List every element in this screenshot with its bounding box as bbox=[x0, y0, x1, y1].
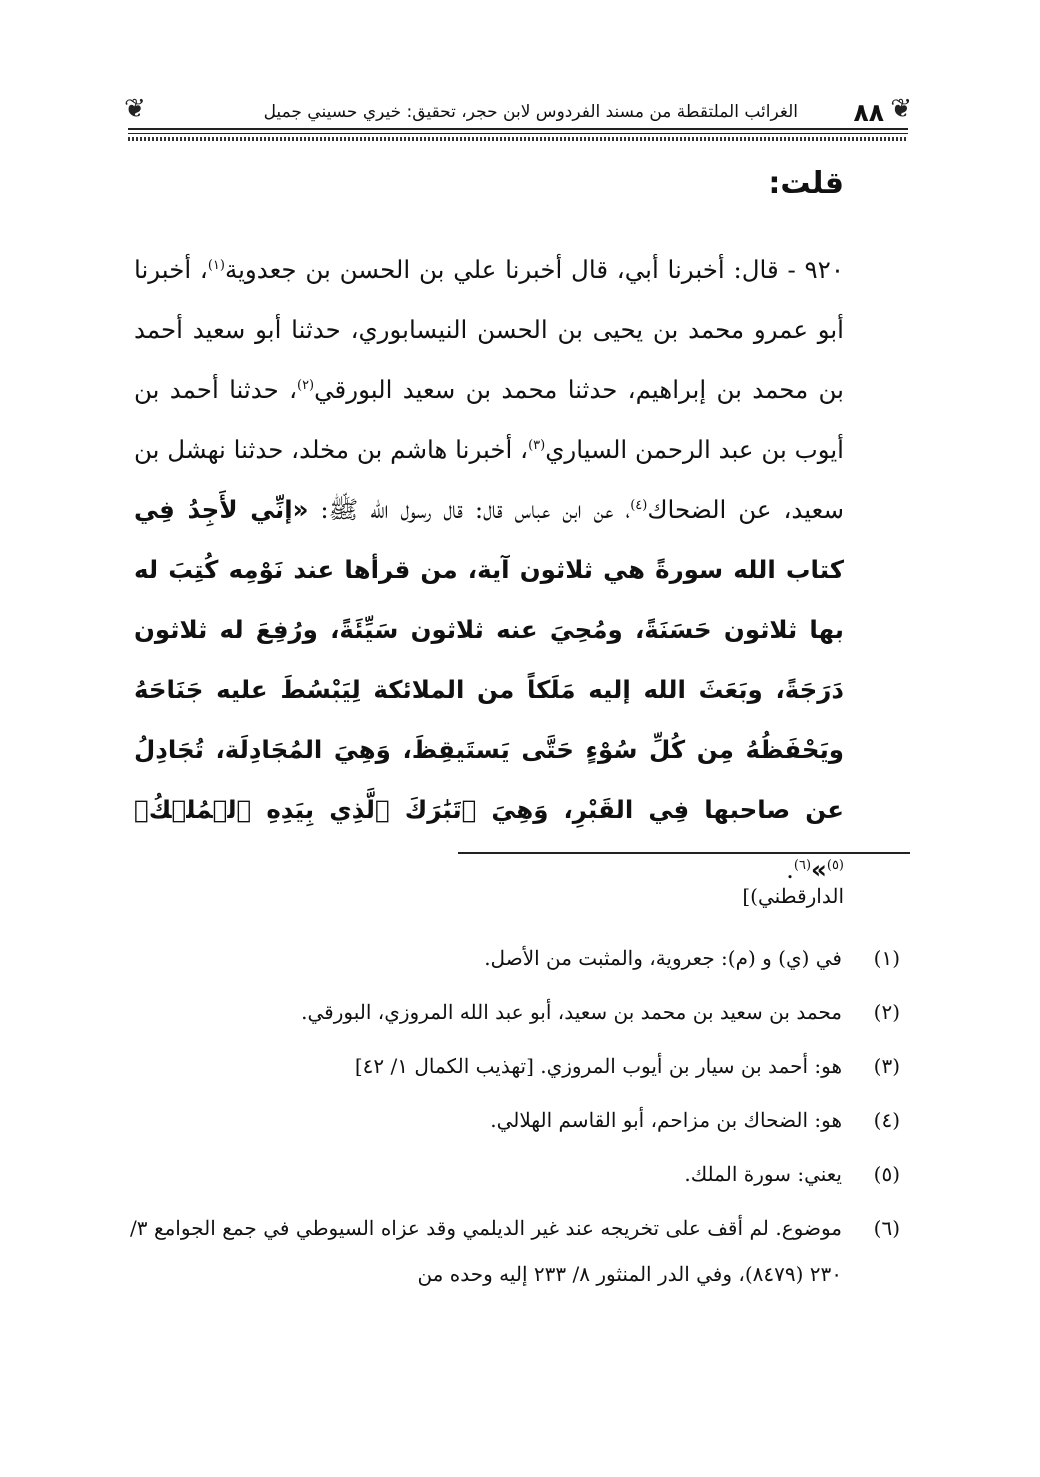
footnote-item bbox=[130, 935, 900, 981]
header-rule-thin bbox=[128, 133, 908, 134]
hadith-end-period: . bbox=[786, 855, 794, 884]
footnote-number: (١) bbox=[873, 946, 900, 970]
footnote-ref-1[interactable]: (١) bbox=[207, 257, 225, 273]
footnote-ref-2[interactable]: (٢) bbox=[296, 377, 315, 393]
isnad-part-5: ، عن ابن عباس قال: قال رسول الله ﷺ: bbox=[308, 495, 631, 524]
footnote-number: (٣) bbox=[873, 1054, 900, 1078]
matn-closing-quote: » bbox=[811, 855, 827, 884]
footnote-number: (٦) bbox=[873, 1216, 900, 1240]
isnad-part-3: ، حدثنا أحمد بن أيوب بن عبد الرحمن السياري bbox=[134, 375, 844, 464]
footnote-ref-6[interactable]: (٦) bbox=[793, 857, 812, 873]
isnad-part-2: ، أخبرنا أبو عمرو محمد بن يحيى بن الحسن النيسابوري، حدثنا أبو سعيد أحمد بن محمد بن إبراهيم، حدثنا محمد بن سعيد البورقي bbox=[134, 255, 844, 404]
footnote-ref-4[interactable]: (٤) bbox=[630, 497, 648, 513]
footnote-number: (٢) bbox=[873, 1000, 900, 1024]
footnote-item bbox=[130, 989, 900, 1035]
matn-text: «إنِّي لأَجِدُ فِي كتاب الله سورةً هي ثلاثون آية، من قرأها عند نَوْمِه كُتِبَ له بها ثلاثون حَسَنَةً، ومُحِيَ عنه ثلاثون سَيِّئَةً، ورُفِعَ له ثلاثون دَرَجَةً، وبَعَثَ الله إليه مَلَكاً من الملائكة لِيَبْسُطَ عليه جَنَاحَهُ ويَحْفَظُهُ مِن كُلِّ سُوْءٍ حَتَّى يَستَيقِظَ، وَهِيَ المُجَادِلَة، تُجَادِلُ عن صاحبها فِي القَبْرِ، وَهِيَ ﴿تَبَٰرَكَ ٱلَّذِي بِيَدِهِ ٱلۡمُلۡكُ﴾ bbox=[134, 495, 844, 824]
isnad-part-1: قال: أخبرنا أبي، قال أخبرنا علي بن الحسن بن جعدوية bbox=[224, 255, 779, 284]
header-decorative-border bbox=[128, 137, 908, 141]
footnote-text: محمد بن سعيد بن محمد بن سعيد، أبو عبد الله المروزي، البورقي. bbox=[301, 1000, 842, 1024]
footnote-text: يعني: سورة الملك. bbox=[684, 1162, 842, 1186]
header-ornament-right-icon: ❦ bbox=[890, 94, 912, 124]
footnote-item bbox=[130, 1097, 900, 1143]
footnote-ref-3[interactable]: (٣) bbox=[528, 437, 546, 453]
footnote-ref-5[interactable]: (٥) bbox=[826, 857, 844, 873]
hadith-text bbox=[134, 240, 844, 900]
footnote-number: (٥) bbox=[873, 1162, 900, 1186]
footnote-text: هو: الضحاك بن مزاحم، أبو القاسم الهلالي. bbox=[490, 1108, 842, 1132]
header-ornament-left-icon: ❦ bbox=[124, 94, 146, 124]
footnote-text: موضوع. لم أقف على تخريجه عند غير الديلمي وقد عزاه السيوطي في جمع الجوامع ٣/ ٢٣٠ (٨٤٧٩)، وفي الدر المنثور ٨/ ٢٣٣ إليه وحده من bbox=[130, 1216, 842, 1286]
running-title: الغرائب الملتقطة من مسند الفردوس لابن حجر، تحقيق: خيري حسيني جميل bbox=[263, 102, 798, 122]
isnad-part-4: ، أخبرنا هاشم بن مخلد، حدثنا نهشل بن سعيد، عن الضحاك bbox=[134, 435, 845, 524]
page-number: ٨٨ bbox=[853, 98, 884, 127]
section-heading: قلت: bbox=[768, 166, 844, 201]
page-header bbox=[124, 94, 912, 148]
header-rule bbox=[128, 128, 908, 130]
footnote-item bbox=[130, 1205, 900, 1297]
footnote-item bbox=[130, 1043, 900, 1089]
footnote-separator bbox=[458, 852, 910, 854]
footnote-text: هو: أحمد بن سيار بن أيوب المروزي. [تهذيب الكمال ١/ ٤٢] bbox=[354, 1054, 842, 1078]
footnote-item bbox=[130, 1151, 900, 1197]
footnote-text: في (ي) و (م): جعروية، والمثبت من الأصل. bbox=[484, 946, 842, 970]
hadith-number: ٩٢٠ - bbox=[778, 255, 844, 284]
footnote-continuation: الدارقطني)] bbox=[742, 884, 844, 908]
footnote-list bbox=[130, 935, 900, 1305]
footnote-number: (٤) bbox=[873, 1108, 900, 1132]
